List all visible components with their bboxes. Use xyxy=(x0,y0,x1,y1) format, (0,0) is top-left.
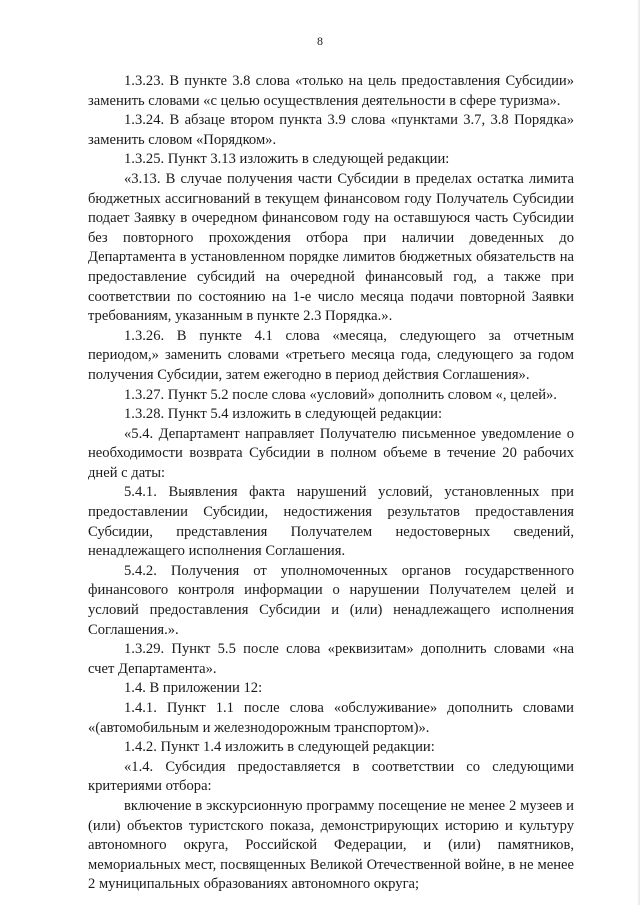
paragraph-5-4-text: «5.4. Департамент направляет Получателю письменное уведомление о необходимости возврата Субсидии в полном объеме в течение 20 рабочих дней с даты: xyxy=(88,425,574,481)
paragraph-1-3-24: 1.3.24. В абзаце втором пункта 3.9 слова «пунктами 3.7, 3.8 Порядка» заменить словом «Порядком». xyxy=(88,112,574,148)
document-body xyxy=(88,72,574,895)
paragraph-5-4-2-text: 5.4.2. Получения от уполномоченных органов государственного финансового контроля информации о нарушении Получателем целей и условий предоставления Субсидии и (или) ненадлежащего исполнения Соглашения.». xyxy=(88,562,574,638)
paragraph-1-4-text: «1.4. Субсидия предоставляется в соответствии со следующими критериями отбора: xyxy=(88,758,574,795)
paragraph-1-3-28: 1.3.28. Пункт 5.4 изложить в следующей редакции: xyxy=(124,406,443,423)
paragraph-3-13-text: «3.13. В случае получения части Субсидии в пределах остатка лимита бюджетных ассигнований в текущем финансовом году Получатель Субсидии подает Заявку в очередном финансовом году на оставшуюся часть Субсидии без повторного прохождения отбора при наличии доведенных до Департамента в установленном порядке лимитов бюджетных обязательств на предоставление субсидий на очередной финансовый год, а также при соответствии по состоянию на 1-е число месяца подачи повторной Заявки требованиям, указанным в пункте 2.3 Порядка.». xyxy=(88,170,574,325)
paragraph-1-4-1: 1.4.1. Пункт 1.1 после слова «обслуживание» дополнить словами «(автомобильным и железнодорожным транспортом)». xyxy=(88,700,574,736)
paragraph-1-3-26: 1.3.26. В пункте 4.1 слова «месяца, следующего за отчетным периодом,» заменить словами «третьего месяца года, следующего за годом получения Субсидии, затем ежегодно в период действия Соглашения». xyxy=(88,327,574,383)
page-number: 8 xyxy=(317,34,323,48)
paragraph-1-4: 1.4. В приложении 12: xyxy=(124,680,263,697)
paragraph-1-3-23: 1.3.23. В пункте 3.8 слова «только на цель предоставления Субсидии» заменить словами «с целью осуществления деятельности в сфере туризма». xyxy=(88,73,574,109)
paragraph-1-3-25: 1.3.25. Пункт 3.13 изложить в следующей редакции: xyxy=(124,151,450,168)
paragraph-5-4-1-text: 5.4.1. Выявления факта нарушений условий, установленных при предоставлении Субсидии, недостижения результатов предоставления Субсидии, представления Получателем недостоверных сведений, ненадлежащего исполнения Соглашения. xyxy=(88,484,574,560)
paragraph-criteria-text: включение в экскурсионную программу посещение не менее 2 музеев и (или) объектов туристского показа, демонстрирующих историю и культуру автономного округа, Российской Федерации, и (или) памятников, мемориальных мест, посвященных Великой Отечественной войне, в не менее 2 муниципальных образованиях автономного округа; xyxy=(88,797,574,893)
paragraph-1-3-27: 1.3.27. Пункт 5.2 после слова «условий» дополнить словом «, целей». xyxy=(124,386,557,403)
paragraph-1-4-2: 1.4.2. Пункт 1.4 изложить в следующей редакции: xyxy=(124,739,435,756)
paragraph-1-3-29: 1.3.29. Пункт 5.5 после слова «реквизитам» дополнить словами «на счет Департамента». xyxy=(88,641,574,677)
